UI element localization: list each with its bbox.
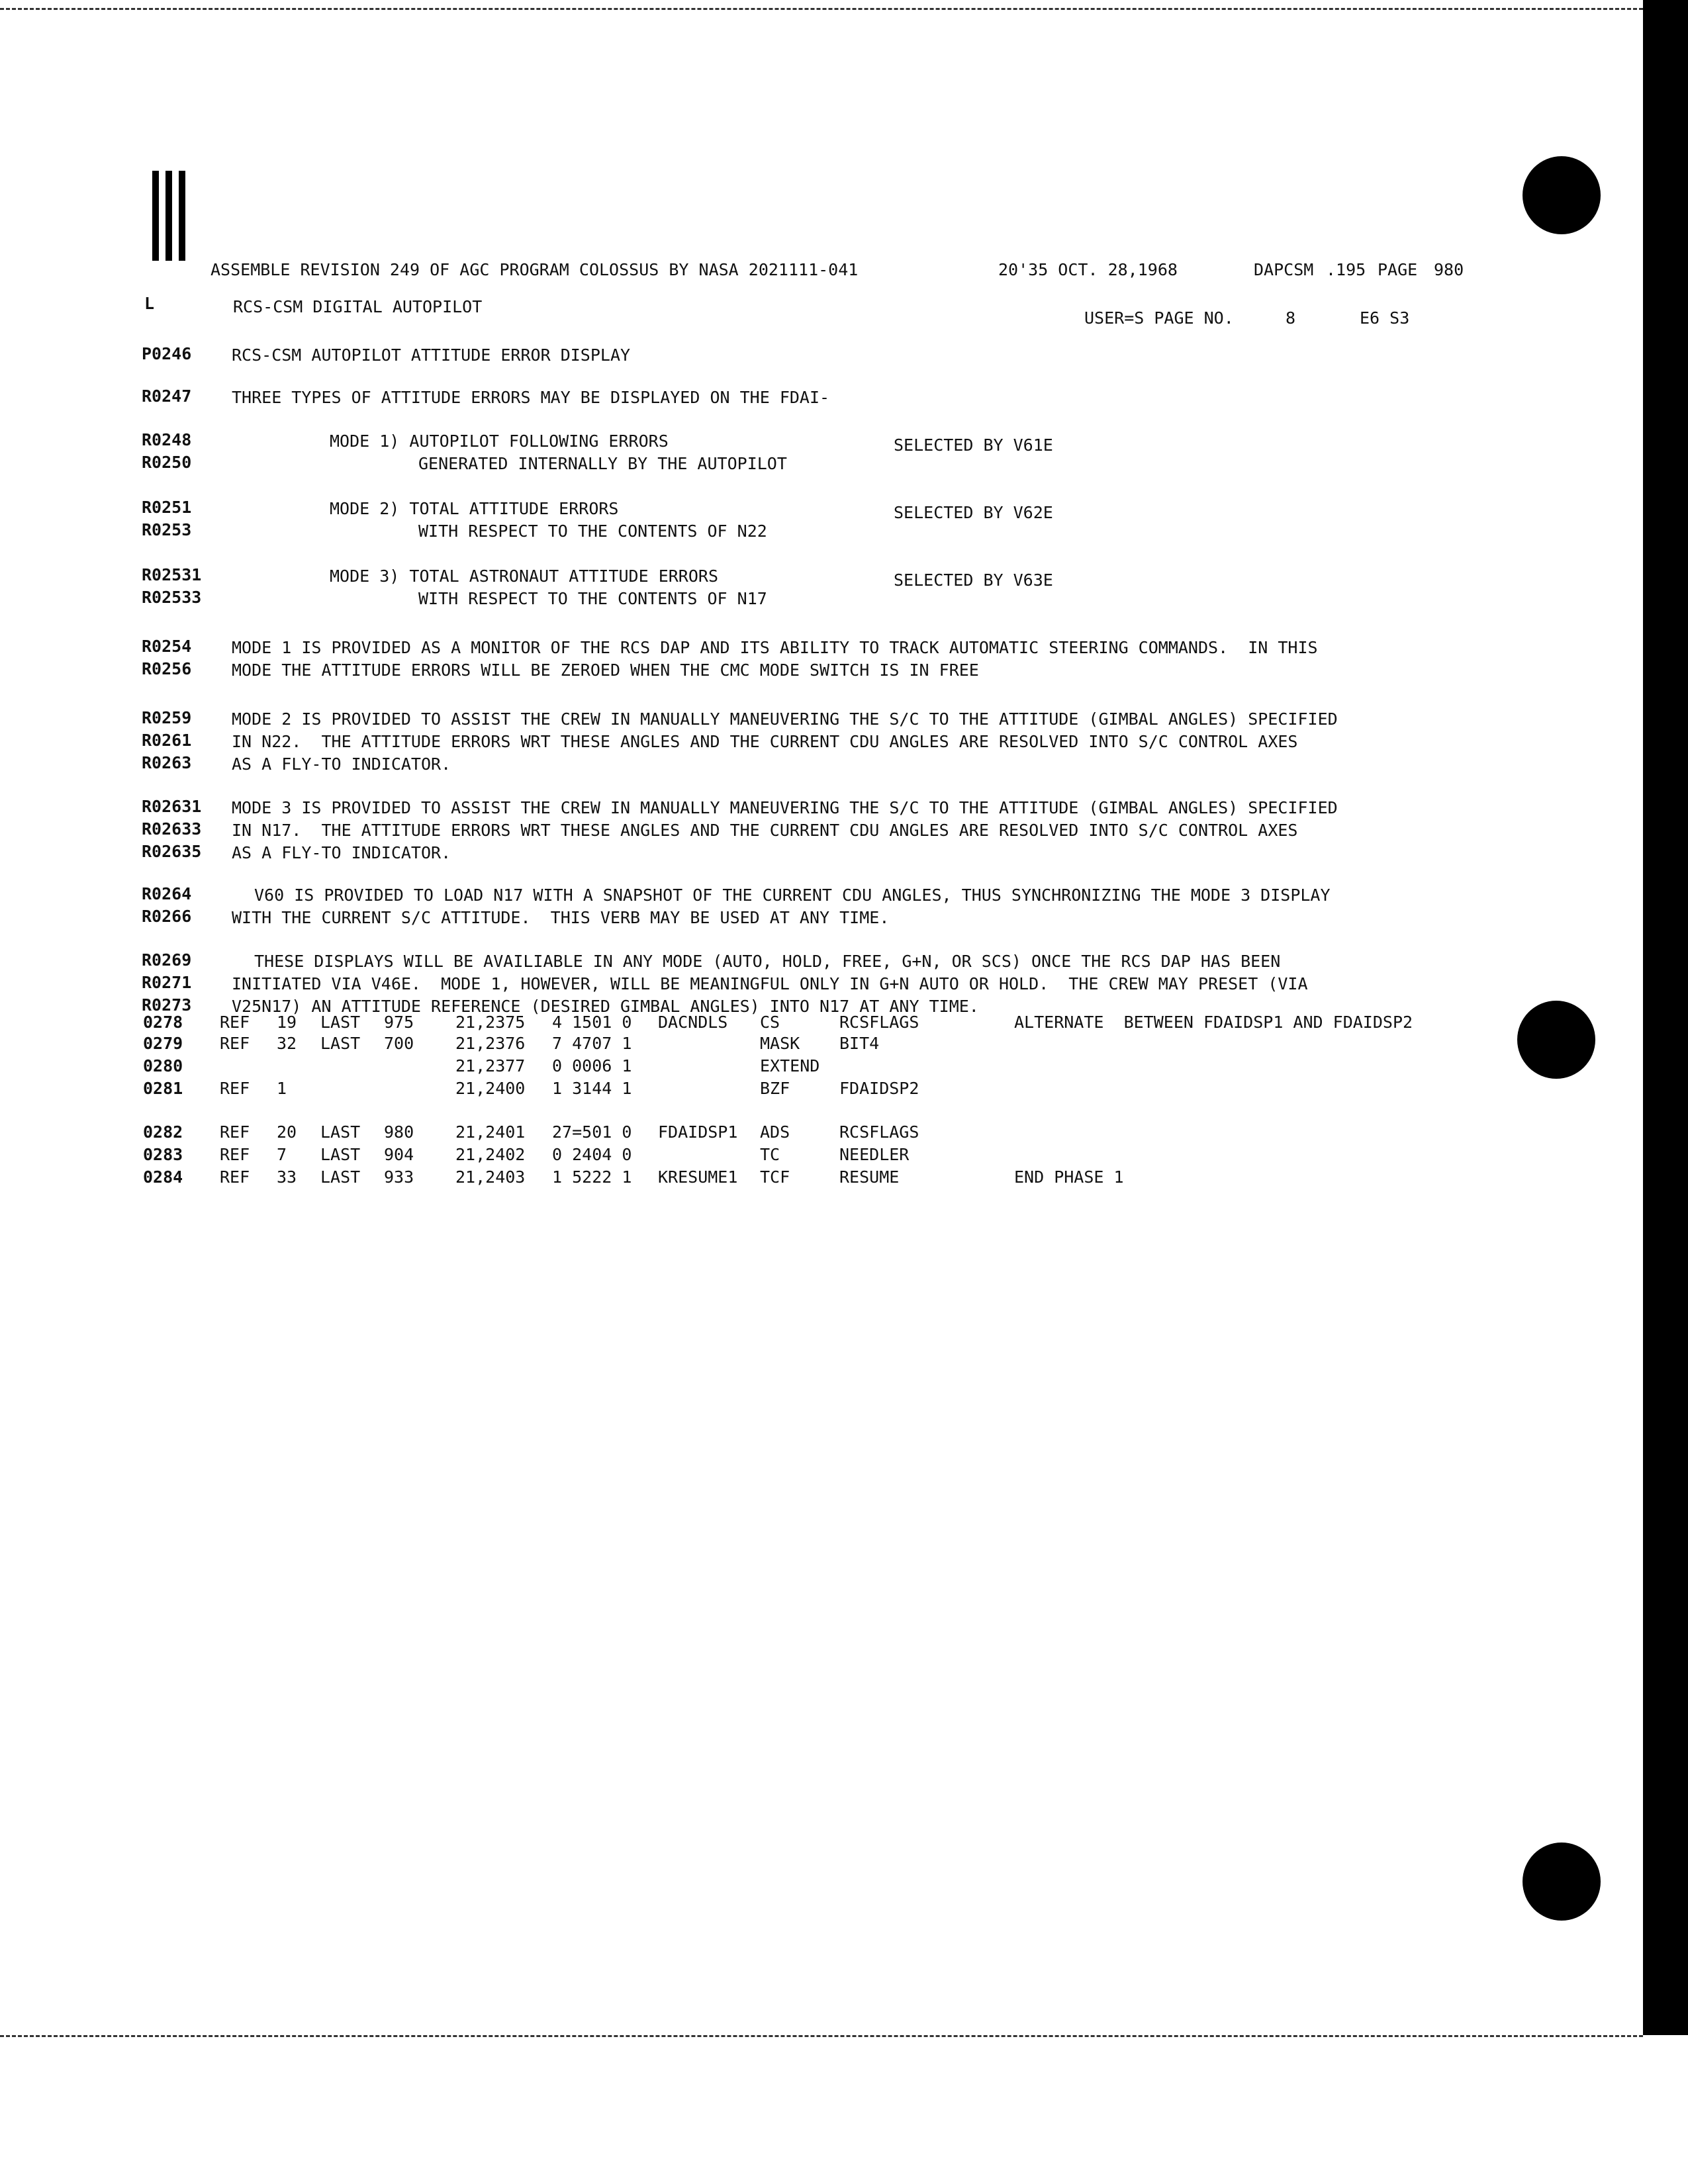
page-number: 980 (1434, 260, 1464, 279)
address: 21,2400 (455, 1079, 526, 1098)
line-label: R0271 (142, 973, 192, 992)
last-keyword: LAST (320, 1034, 361, 1053)
operand: NEEDLER (839, 1145, 910, 1164)
program-id: .195 (1326, 260, 1366, 279)
line-label: R02633 (142, 819, 202, 839)
comment-text: THREE TYPES OF ATTITUDE ERRORS MAY BE DISPLAYED ON THE FDAI- (232, 388, 830, 407)
code-comment: END PHASE 1 (1014, 1167, 1124, 1187)
comment-text: INITIATED VIA V46E. MODE 1, HOWEVER, WILL BE MEANINGFUL ONLY IN G+N AUTO OR HOLD. THE CREW MAY PRESET (VIA (232, 974, 1308, 993)
comment-text: WITH RESPECT TO THE CONTENTS OF N22 (418, 522, 767, 541)
punch-hole-icon (1523, 156, 1601, 234)
opcode: MASK (760, 1034, 800, 1053)
opcode: EXTEND (760, 1056, 820, 1075)
address: 21,2401 (455, 1122, 526, 1142)
octal-word: 0 2404 0 (552, 1145, 632, 1164)
ref-number: 19 (277, 1013, 297, 1032)
line-label: R02533 (142, 588, 202, 607)
comment-text: GENERATED INTERNALLY BY THE AUTOPILOT (418, 454, 787, 473)
section-title: RCS-CSM DIGITAL AUTOPILOT (233, 297, 483, 316)
code-comment: ALTERNATE BETWEEN FDAIDSP1 AND FDAIDSP2 (1014, 1013, 1413, 1032)
line-label: R0266 (142, 907, 192, 926)
operand: RESUME (839, 1167, 900, 1187)
comment-text: IN N17. THE ATTITUDE ERRORS WRT THESE ANGLES AND THE CURRENT CDU ANGLES ARE RESOLVED INTO S/C CONTROL AXES (232, 821, 1298, 840)
ref-number: 20 (277, 1122, 297, 1142)
line-label: R02635 (142, 842, 202, 861)
ref-keyword: REF (220, 1013, 250, 1032)
last-number: 904 (384, 1145, 414, 1164)
octal-word: 1 5222 1 (552, 1167, 632, 1187)
punch-hole-icon (1517, 1001, 1595, 1079)
ref-number: 33 (277, 1167, 297, 1187)
ref-keyword: REF (220, 1034, 250, 1053)
line-label: R0263 (142, 753, 192, 772)
comment-text: IN N22. THE ATTITUDE ERRORS WRT THESE ANGLES AND THE CURRENT CDU ANGLES ARE RESOLVED INTO S/C CONTROL AXES (232, 732, 1298, 751)
operand: FDAIDSP2 (839, 1079, 919, 1098)
line-label: R02631 (142, 797, 202, 816)
operand: RCSFLAGS (839, 1013, 919, 1032)
comment-text: WITH THE CURRENT S/C ATTITUDE. THIS VERB MAY BE USED AT ANY TIME. (232, 908, 890, 927)
selected-by-verb: SELECTED BY V63E (894, 570, 1053, 590)
comment-text: WITH RESPECT TO THE CONTENTS OF N17 (418, 589, 767, 608)
line-number: 0279 (143, 1034, 183, 1053)
last-number: 700 (384, 1034, 414, 1053)
line-label: R0247 (142, 387, 192, 406)
code-label: DACNDLS (658, 1013, 728, 1032)
line-label: R0254 (142, 637, 192, 656)
octal-word: 1 3144 1 (552, 1079, 632, 1098)
comment-text: MODE 3 IS PROVIDED TO ASSIST THE CREW IN MANUALLY MANEUVERING THE S/C TO THE ATTITUDE (GIMBAL ANGLES) SPECIFIED (232, 798, 1338, 817)
program-name: DAPCSM (1254, 260, 1314, 279)
comment-text: V60 IS PROVIDED TO LOAD N17 WITH A SNAPSHOT OF THE CURRENT CDU ANGLES, THUS SYNCHRONIZING THE MODE 3 DISPLAY (254, 886, 1331, 905)
line-label: P0246 (142, 344, 192, 363)
line-label: R0259 (142, 708, 192, 727)
line-label: R0273 (142, 995, 192, 1015)
last-number: 933 (384, 1167, 414, 1187)
line-label: R0261 (142, 731, 192, 750)
line-label: R0264 (142, 884, 192, 903)
octal-word: 7 4707 1 (552, 1034, 632, 1053)
opcode: BZF (760, 1079, 790, 1098)
address: 21,2376 (455, 1034, 526, 1053)
line-label: R0251 (142, 498, 192, 517)
line-label: R02531 (142, 565, 202, 584)
line-label: R0253 (142, 520, 192, 539)
comment-text: MODE THE ATTITUDE ERRORS WILL BE ZEROED WHEN THE CMC MODE SWITCH IS IN FREE (232, 660, 979, 680)
line-number: 0284 (143, 1167, 183, 1187)
right-scan-edge (1643, 0, 1688, 2035)
comment-text: RCS-CSM AUTOPILOT ATTITUDE ERROR DISPLAY (232, 345, 631, 365)
bottom-perforation-edge (0, 2035, 1643, 2037)
revision-code: E6 S3 (1360, 308, 1410, 328)
comment-text: MODE 2) TOTAL ATTITUDE ERRORS (330, 499, 619, 518)
ref-keyword: REF (220, 1079, 250, 1098)
octal-word: 27=501 0 (552, 1122, 632, 1142)
line-number: 0283 (143, 1145, 183, 1164)
opcode: TCF (760, 1167, 790, 1187)
comment-text: MODE 3) TOTAL ASTRONAUT ATTITUDE ERRORS (330, 567, 718, 586)
ref-number: 32 (277, 1034, 297, 1053)
assemble-line: ASSEMBLE REVISION 249 OF AGC PROGRAM COLOSSUS BY NASA 2021111-041 (211, 260, 859, 279)
comment-text: MODE 2 IS PROVIDED TO ASSIST THE CREW IN MANUALLY MANEUVERING THE S/C TO THE ATTITUDE (GIMBAL ANGLES) SPECIFIED (232, 709, 1338, 729)
last-keyword: LAST (320, 1122, 361, 1142)
opcode: CS (760, 1013, 780, 1032)
user-page-label: USER=S PAGE NO. (1084, 308, 1234, 328)
line-label: R0269 (142, 950, 192, 970)
last-keyword: LAST (320, 1013, 361, 1032)
last-keyword: LAST (320, 1167, 361, 1187)
line-number: 0278 (143, 1013, 183, 1032)
ref-number: 7 (277, 1145, 287, 1164)
page-label: PAGE (1378, 260, 1418, 279)
selected-by-verb: SELECTED BY V62E (894, 503, 1053, 522)
comment-text: MODE 1) AUTOPILOT FOLLOWING ERRORS (330, 432, 669, 451)
line-label: R0248 (142, 430, 192, 449)
ref-keyword: REF (220, 1145, 250, 1164)
timestamp: 20'35 OCT. 28,1968 (998, 260, 1178, 279)
comment-text: AS A FLY-TO INDICATOR. (232, 754, 451, 774)
opcode: ADS (760, 1122, 790, 1142)
operand: RCSFLAGS (839, 1122, 919, 1142)
ref-keyword: REF (220, 1122, 250, 1142)
comment-text: V25N17) AN ATTITUDE REFERENCE (DESIRED GIMBAL ANGLES) INTO N17 AT ANY TIME. (232, 997, 979, 1016)
ref-keyword: REF (220, 1167, 250, 1187)
octal-word: 4 1501 0 (552, 1013, 632, 1032)
code-label: KRESUME1 (658, 1167, 738, 1187)
last-keyword: LAST (320, 1145, 361, 1164)
user-page-number: 8 (1286, 308, 1296, 328)
log-marker: L (144, 294, 155, 313)
octal-word: 0 0006 1 (552, 1056, 632, 1075)
selected-by-verb: SELECTED BY V61E (894, 435, 1053, 455)
comment-text: AS A FLY-TO INDICATOR. (232, 843, 451, 862)
address: 21,2375 (455, 1013, 526, 1032)
opcode: TC (760, 1145, 780, 1164)
line-number: 0280 (143, 1056, 183, 1075)
operand: BIT4 (839, 1034, 880, 1053)
line-label: R0250 (142, 453, 192, 472)
last-number: 975 (384, 1013, 414, 1032)
address: 21,2403 (455, 1167, 526, 1187)
line-label: R0256 (142, 659, 192, 678)
address: 21,2377 (455, 1056, 526, 1075)
top-perforation-edge (0, 8, 1643, 10)
address: 21,2402 (455, 1145, 526, 1164)
comment-text: THESE DISPLAYS WILL BE AVAILIABLE IN ANY MODE (AUTO, HOLD, FREE, G+N, OR SCS) ONCE THE RCS DAP HAS BEEN (254, 952, 1281, 971)
ref-number: 1 (277, 1079, 287, 1098)
comment-text: MODE 1 IS PROVIDED AS A MONITOR OF THE RCS DAP AND ITS ABILITY TO TRACK AUTOMATIC STEERING COMMANDS. IN THIS (232, 638, 1318, 657)
last-number: 980 (384, 1122, 414, 1142)
line-number: 0282 (143, 1122, 183, 1142)
line-number: 0281 (143, 1079, 183, 1098)
binder-mark-icon (152, 171, 188, 261)
punch-hole-icon (1523, 1843, 1601, 1921)
code-label: FDAIDSP1 (658, 1122, 738, 1142)
